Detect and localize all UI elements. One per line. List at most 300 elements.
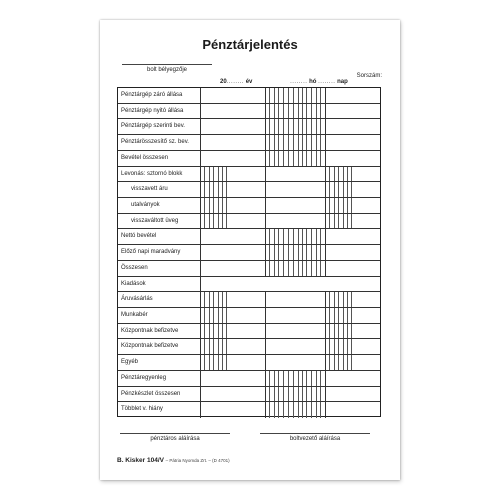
- cell-divider: [325, 214, 326, 229]
- cell-divider: [302, 151, 303, 166]
- cell-divider: [269, 371, 270, 386]
- cell-divider: [329, 355, 330, 370]
- cell-divider: [200, 135, 201, 150]
- cell-divider: [269, 245, 270, 260]
- cell-divider: [298, 135, 299, 150]
- cell-divider: [302, 229, 303, 244]
- cell-divider: [283, 261, 284, 276]
- cell-divider: [200, 182, 201, 197]
- cell-divider: [351, 167, 352, 182]
- cell-divider: [283, 119, 284, 134]
- cell-divider: [302, 135, 303, 150]
- cell-divider: [283, 371, 284, 386]
- row-label: Pénztárösszesítő sz. bev.: [121, 139, 189, 146]
- cashier-signature-line: [120, 433, 230, 434]
- cell-divider: [298, 119, 299, 134]
- cell-divider: [320, 387, 321, 402]
- cell-divider: [269, 88, 270, 103]
- cell-divider: [338, 292, 339, 307]
- cell-divider: [204, 339, 205, 354]
- cell-divider: [278, 135, 279, 150]
- cell-divider: [226, 355, 227, 370]
- cell-divider: [218, 167, 219, 182]
- form-row: [118, 402, 380, 418]
- cell-divider: [269, 135, 270, 150]
- cell-divider: [347, 167, 348, 182]
- cell-divider: [302, 402, 303, 418]
- cell-divider: [226, 324, 227, 339]
- cell-divider: [351, 292, 352, 307]
- cell-divider: [351, 324, 352, 339]
- cell-divider: [265, 292, 266, 307]
- cell-divider: [222, 308, 223, 323]
- cell-divider: [218, 198, 219, 213]
- cell-divider: [347, 292, 348, 307]
- form-footer: [117, 457, 230, 464]
- cell-divider: [302, 245, 303, 260]
- cell-divider: [226, 292, 227, 307]
- cell-divider: [213, 182, 214, 197]
- cell-divider: [204, 308, 205, 323]
- cell-divider: [274, 387, 275, 402]
- cell-divider: [325, 119, 326, 134]
- cell-divider: [302, 261, 303, 276]
- cell-divider: [218, 308, 219, 323]
- cell-divider: [204, 167, 205, 182]
- cell-divider: [213, 339, 214, 354]
- row-label: Összesen: [121, 264, 148, 271]
- cell-divider: [222, 292, 223, 307]
- cell-divider: [316, 151, 317, 166]
- cell-divider: [351, 339, 352, 354]
- cell-divider: [325, 355, 326, 370]
- form-row: [118, 261, 380, 277]
- cell-divider: [293, 151, 294, 166]
- cell-divider: [343, 214, 344, 229]
- cell-divider: [334, 324, 335, 339]
- cell-divider: [226, 198, 227, 213]
- cell-divider: [204, 182, 205, 197]
- cell-divider: [306, 151, 307, 166]
- cell-divider: [218, 214, 219, 229]
- cell-divider: [311, 402, 312, 418]
- cell-divider: [274, 151, 275, 166]
- cell-divider: [338, 324, 339, 339]
- cell-divider: [311, 245, 312, 260]
- cell-divider: [325, 182, 326, 197]
- cell-divider: [325, 292, 326, 307]
- cell-divider: [213, 355, 214, 370]
- cell-divider: [329, 167, 330, 182]
- row-label: Pénzkészlet összesen: [121, 390, 181, 397]
- cell-divider: [200, 245, 201, 260]
- cell-divider: [302, 371, 303, 386]
- cell-divider: [329, 324, 330, 339]
- cell-divider: [274, 229, 275, 244]
- cell-divider: [278, 261, 279, 276]
- cell-divider: [316, 387, 317, 402]
- cell-divider: [316, 261, 317, 276]
- cell-divider: [200, 308, 201, 323]
- cell-divider: [213, 308, 214, 323]
- cashier-signature-label: pénztáros aláírása: [150, 436, 200, 442]
- cell-divider: [298, 371, 299, 386]
- cell-divider: [200, 104, 201, 119]
- cell-divider: [269, 402, 270, 418]
- cell-divider: [334, 167, 335, 182]
- cell-divider: [200, 151, 201, 166]
- cell-divider: [306, 261, 307, 276]
- form-row: [118, 387, 380, 403]
- manager-signature-label: boltvezető aláírása: [289, 436, 341, 442]
- cell-divider: [209, 324, 210, 339]
- cell-divider: [298, 402, 299, 418]
- cell-divider: [325, 261, 326, 276]
- cell-divider: [265, 104, 266, 119]
- form-row: [118, 308, 380, 324]
- cell-divider: [325, 245, 326, 260]
- cell-divider: [325, 104, 326, 119]
- cell-divider: [325, 167, 326, 182]
- cell-divider: [325, 339, 326, 354]
- cell-divider: [329, 198, 330, 213]
- cell-divider: [298, 104, 299, 119]
- cell-divider: [338, 214, 339, 229]
- cell-divider: [200, 355, 201, 370]
- cell-divider: [274, 261, 275, 276]
- form-row: [118, 135, 380, 151]
- cell-divider: [329, 214, 330, 229]
- form-row: [118, 88, 380, 104]
- cell-divider: [283, 402, 284, 418]
- cell-divider: [274, 135, 275, 150]
- cell-divider: [338, 182, 339, 197]
- row-label: Bevétel összesen: [121, 154, 169, 161]
- cell-divider: [278, 88, 279, 103]
- year-dots: ........: [226, 79, 245, 85]
- cell-divider: [209, 339, 210, 354]
- cell-divider: [329, 182, 330, 197]
- row-label: Áruvásárlás: [121, 296, 153, 303]
- cell-divider: [334, 214, 335, 229]
- cell-divider: [351, 214, 352, 229]
- cell-divider: [278, 371, 279, 386]
- row-label: Központnak befizetve: [121, 343, 179, 350]
- cell-divider: [265, 151, 266, 166]
- cell-divider: [226, 167, 227, 182]
- cell-divider: [288, 119, 289, 134]
- cell-divider: [200, 88, 201, 103]
- report-grid: [117, 87, 381, 417]
- row-label: Munkabér: [121, 312, 148, 318]
- cell-divider: [347, 214, 348, 229]
- cell-divider: [200, 402, 201, 418]
- cell-divider: [343, 198, 344, 213]
- stamp-line: [122, 64, 212, 65]
- cell-divider: [200, 277, 201, 292]
- cell-divider: [302, 387, 303, 402]
- cell-divider: [334, 182, 335, 197]
- cell-divider: [222, 355, 223, 370]
- form-row: [118, 229, 380, 245]
- cell-divider: [265, 119, 266, 134]
- form-row: [118, 119, 380, 135]
- cell-divider: [288, 229, 289, 244]
- row-label: Központnak befizetve: [121, 327, 179, 334]
- cell-divider: [316, 402, 317, 418]
- cell-divider: [293, 402, 294, 418]
- cell-divider: [283, 229, 284, 244]
- row-label: Pénztáregyenleg: [121, 374, 167, 381]
- cell-divider: [218, 324, 219, 339]
- cell-divider: [343, 324, 344, 339]
- cell-divider: [204, 292, 205, 307]
- cell-divider: [351, 198, 352, 213]
- row-label: Többlet v. hiány: [121, 406, 163, 413]
- cell-divider: [325, 371, 326, 386]
- form-row: [118, 277, 380, 293]
- cell-divider: [204, 355, 205, 370]
- manager-signature-line: [260, 433, 370, 434]
- cell-divider: [288, 151, 289, 166]
- cell-divider: [320, 119, 321, 134]
- cell-divider: [283, 104, 284, 119]
- cell-divider: [269, 119, 270, 134]
- cell-divider: [274, 88, 275, 103]
- form-row: [118, 371, 380, 387]
- cell-divider: [325, 198, 326, 213]
- date-row: [220, 79, 348, 85]
- cell-divider: [288, 387, 289, 402]
- row-label: visszavett áru: [131, 186, 168, 193]
- form-row: [118, 151, 380, 167]
- cell-divider: [283, 151, 284, 166]
- row-label: Pénztárgép nyitó állása: [121, 107, 184, 114]
- cell-divider: [213, 214, 214, 229]
- cell-divider: [200, 198, 201, 213]
- cell-divider: [278, 151, 279, 166]
- cell-divider: [329, 308, 330, 323]
- cell-divider: [347, 324, 348, 339]
- row-label: Levonás: sztornó blokk: [121, 170, 183, 177]
- cell-divider: [213, 324, 214, 339]
- cell-divider: [288, 245, 289, 260]
- row-label: visszaváltott üveg: [131, 217, 179, 224]
- form-row: [118, 198, 380, 214]
- cell-divider: [351, 308, 352, 323]
- cell-divider: [265, 214, 266, 229]
- form-row: [118, 324, 380, 340]
- cell-divider: [338, 198, 339, 213]
- cell-divider: [226, 182, 227, 197]
- cell-divider: [265, 371, 266, 386]
- cell-divider: [288, 88, 289, 103]
- cell-divider: [334, 292, 335, 307]
- cell-divider: [316, 135, 317, 150]
- day-label: nap: [337, 79, 348, 85]
- cell-divider: [293, 135, 294, 150]
- cell-divider: [306, 371, 307, 386]
- cell-divider: [293, 245, 294, 260]
- cell-divider: [278, 402, 279, 418]
- cell-divider: [265, 167, 266, 182]
- cell-divider: [316, 371, 317, 386]
- cell-divider: [269, 229, 270, 244]
- cell-divider: [306, 402, 307, 418]
- cell-divider: [288, 135, 289, 150]
- cell-divider: [218, 292, 219, 307]
- cell-divider: [283, 135, 284, 150]
- cell-divider: [298, 261, 299, 276]
- cell-divider: [316, 88, 317, 103]
- cell-divider: [293, 261, 294, 276]
- cell-divider: [320, 135, 321, 150]
- cell-divider: [213, 167, 214, 182]
- cell-divider: [283, 245, 284, 260]
- cell-divider: [334, 355, 335, 370]
- cell-divider: [325, 135, 326, 150]
- cell-divider: [226, 308, 227, 323]
- cell-divider: [338, 308, 339, 323]
- cell-divider: [288, 261, 289, 276]
- cell-divider: [325, 88, 326, 103]
- stamp-label: bolt bélyegzője: [146, 67, 188, 73]
- cell-divider: [265, 402, 266, 418]
- cell-divider: [222, 198, 223, 213]
- cell-divider: [204, 198, 205, 213]
- cell-divider: [347, 182, 348, 197]
- cell-divider: [293, 371, 294, 386]
- cell-divider: [200, 229, 201, 244]
- form-row: [118, 339, 380, 355]
- cell-divider: [311, 229, 312, 244]
- cell-divider: [338, 355, 339, 370]
- cell-divider: [265, 88, 266, 103]
- cell-divider: [222, 214, 223, 229]
- cell-divider: [306, 135, 307, 150]
- cell-divider: [311, 387, 312, 402]
- cell-divider: [306, 104, 307, 119]
- month-label: hó: [309, 79, 317, 85]
- cell-divider: [325, 308, 326, 323]
- cell-divider: [274, 245, 275, 260]
- cell-divider: [293, 88, 294, 103]
- cell-divider: [316, 104, 317, 119]
- cell-divider: [343, 167, 344, 182]
- cell-divider: [200, 339, 201, 354]
- row-label: Pénztárgép szerinti bev.: [121, 123, 185, 130]
- cell-divider: [200, 324, 201, 339]
- cell-divider: [320, 261, 321, 276]
- cell-divider: [316, 229, 317, 244]
- cell-divider: [265, 324, 266, 339]
- cell-divider: [320, 229, 321, 244]
- cell-divider: [269, 151, 270, 166]
- cell-divider: [209, 214, 210, 229]
- cell-divider: [218, 182, 219, 197]
- cell-divider: [200, 261, 201, 276]
- cell-divider: [293, 387, 294, 402]
- form-row: [118, 104, 380, 120]
- cell-divider: [311, 104, 312, 119]
- cell-divider: [209, 167, 210, 182]
- cell-divider: [226, 339, 227, 354]
- cell-divider: [343, 355, 344, 370]
- cell-divider: [343, 339, 344, 354]
- cell-divider: [311, 88, 312, 103]
- cell-divider: [265, 308, 266, 323]
- cell-divider: [222, 182, 223, 197]
- cell-divider: [343, 308, 344, 323]
- cell-divider: [334, 198, 335, 213]
- cell-divider: [343, 292, 344, 307]
- cell-divider: [209, 292, 210, 307]
- cell-divider: [325, 229, 326, 244]
- cell-divider: [316, 119, 317, 134]
- cell-divider: [325, 151, 326, 166]
- cell-divider: [278, 104, 279, 119]
- cell-divider: [347, 339, 348, 354]
- year-label: év: [245, 79, 253, 85]
- cell-divider: [209, 182, 210, 197]
- cell-divider: [209, 308, 210, 323]
- cell-divider: [311, 135, 312, 150]
- cell-divider: [311, 371, 312, 386]
- cell-divider: [351, 355, 352, 370]
- cell-divider: [351, 182, 352, 197]
- cell-divider: [209, 198, 210, 213]
- cell-divider: [265, 135, 266, 150]
- cell-divider: [265, 355, 266, 370]
- cell-divider: [213, 292, 214, 307]
- cell-divider: [283, 88, 284, 103]
- cell-divider: [278, 229, 279, 244]
- row-label: Előző napi maradvány: [121, 249, 181, 256]
- form-row: [118, 182, 380, 198]
- cell-divider: [338, 167, 339, 182]
- cell-divider: [298, 88, 299, 103]
- cell-divider: [329, 292, 330, 307]
- cell-divider: [278, 387, 279, 402]
- cell-divider: [334, 308, 335, 323]
- cell-divider: [347, 355, 348, 370]
- cell-divider: [265, 339, 266, 354]
- cell-divider: [200, 292, 201, 307]
- publisher-note: – Pátria Nyomda Zrt. – (D 4701): [165, 458, 230, 463]
- cell-divider: [302, 119, 303, 134]
- form-row: [118, 214, 380, 230]
- cell-divider: [288, 402, 289, 418]
- cell-divider: [298, 229, 299, 244]
- cell-divider: [347, 198, 348, 213]
- cell-divider: [274, 371, 275, 386]
- form-code: B. Kisker 104/V: [117, 457, 164, 464]
- row-label: Pénztárgép záró állása: [121, 92, 183, 98]
- cell-divider: [222, 167, 223, 182]
- cell-divider: [320, 88, 321, 103]
- year-prefix: 20: [220, 79, 227, 85]
- serial-label: Sorszám:: [356, 73, 382, 79]
- cell-divider: [293, 229, 294, 244]
- form-row: [118, 292, 380, 308]
- cell-divider: [306, 245, 307, 260]
- cell-divider: [343, 182, 344, 197]
- cell-divider: [325, 402, 326, 418]
- cell-divider: [320, 245, 321, 260]
- cell-divider: [320, 371, 321, 386]
- row-label: Nettó bevétel: [121, 233, 157, 240]
- form-title: Pénztárjelentés: [202, 37, 298, 52]
